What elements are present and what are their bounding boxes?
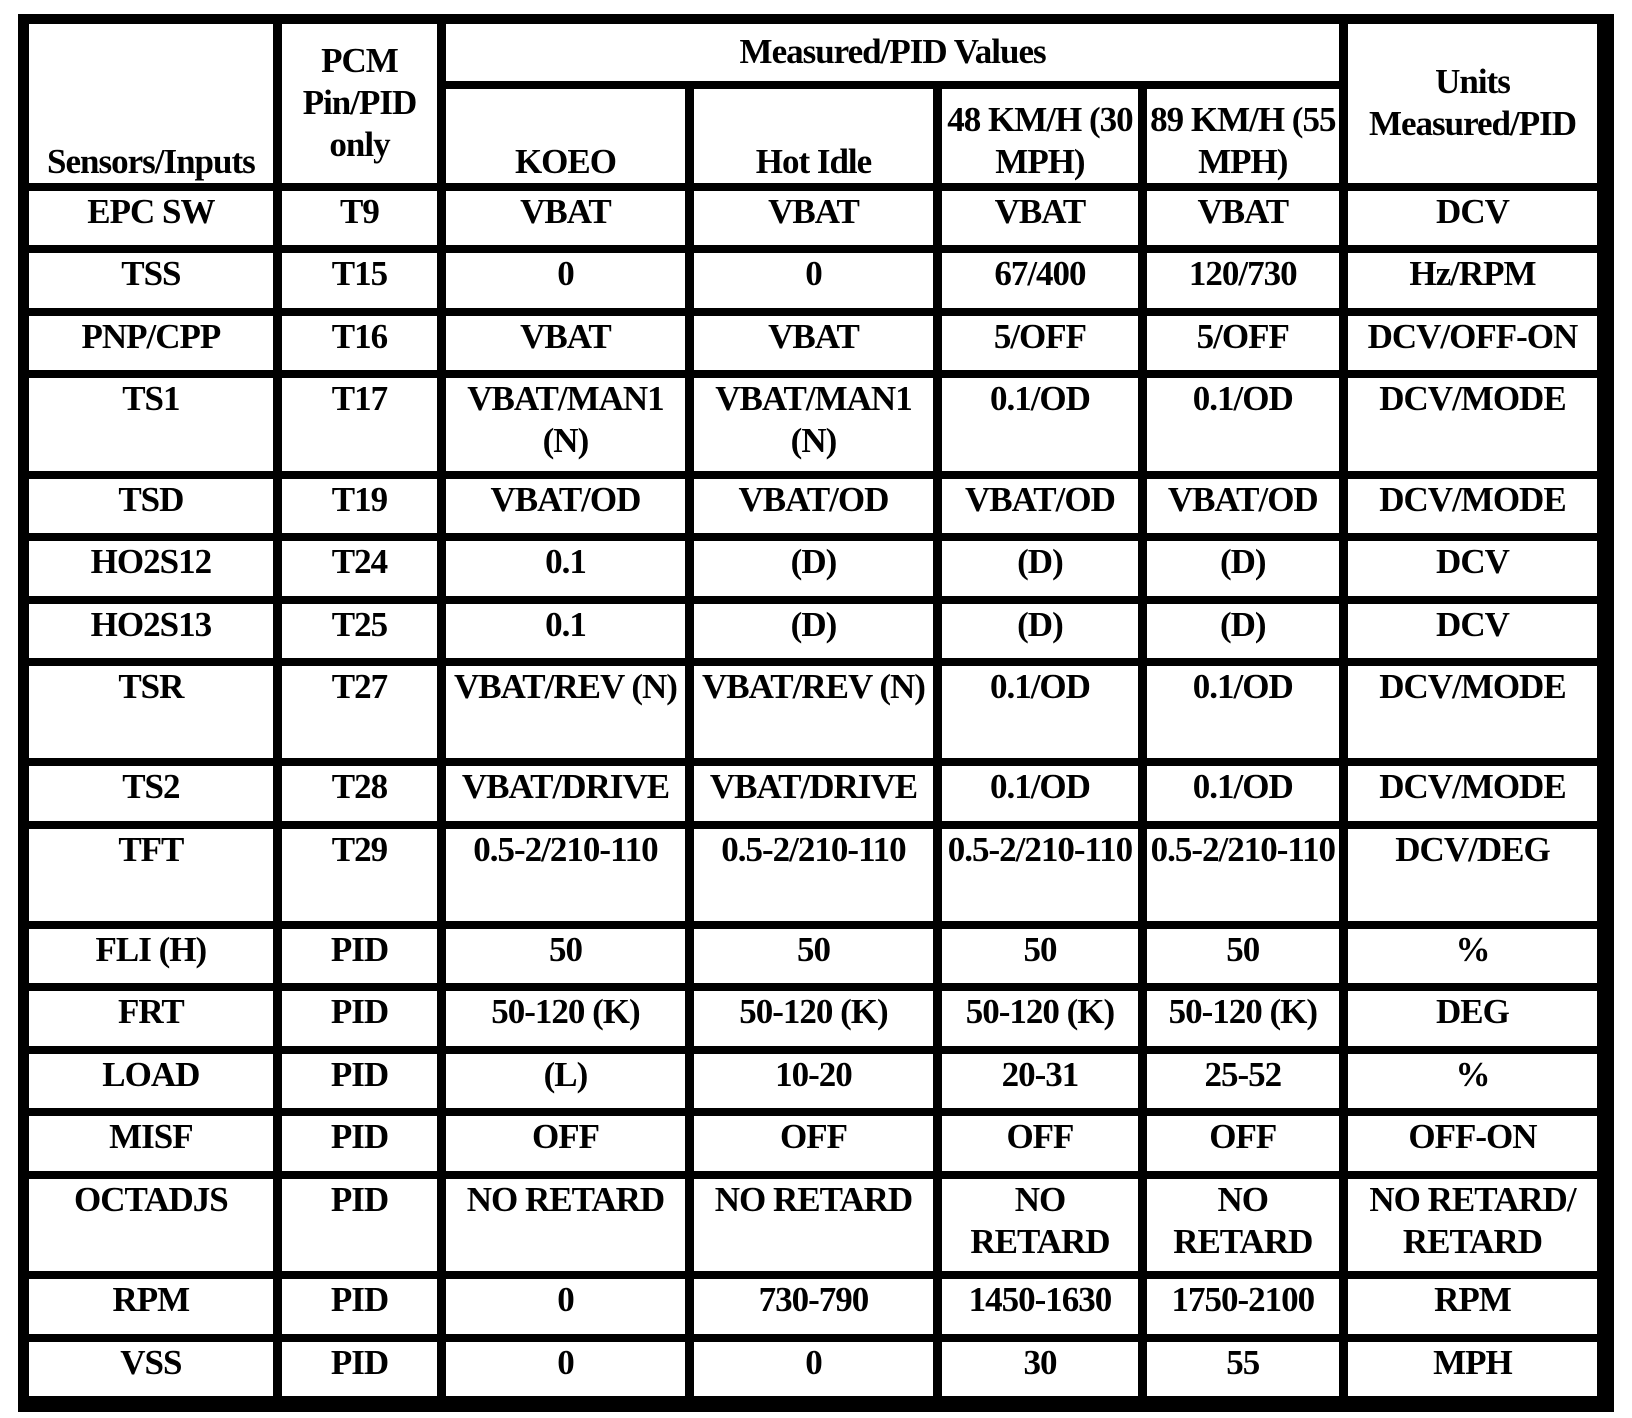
cell-pcm-pin: T28: [282, 766, 437, 820]
cell-koeo: (L): [446, 1054, 684, 1108]
table-row: [29, 1116, 1597, 1170]
cell-koeo: VBAT: [446, 316, 684, 370]
cell-units: %: [1348, 1054, 1597, 1108]
cell-pcm-pin: PID: [282, 1054, 437, 1108]
cell-sensor: TS2: [29, 766, 273, 820]
cell-units: DCV: [1348, 541, 1597, 595]
cell-koeo: 50-120 (K): [446, 991, 684, 1045]
cell-sensor: HO2S13: [29, 604, 273, 658]
cell-48-kmh: 30: [942, 1342, 1137, 1397]
cell-units: DCV/MODE: [1348, 666, 1597, 758]
cell-89-kmh: 120/730: [1147, 253, 1339, 307]
header-sensors-inputs: Sensors/Inputs: [29, 24, 273, 183]
cell-89-kmh: 0.5-2/210-110: [1147, 829, 1339, 921]
cell-pcm-pin: T19: [282, 479, 437, 533]
table-row: [29, 316, 1597, 370]
cell-48-kmh: NO RETARD: [942, 1179, 1137, 1271]
cell-pcm-pin: T24: [282, 541, 437, 595]
cell-pcm-pin: PID: [282, 991, 437, 1045]
cell-units: MPH: [1348, 1342, 1597, 1397]
cell-pcm-pin: T25: [282, 604, 437, 658]
cell-sensor: TFT: [29, 829, 273, 921]
table-row: [29, 479, 1597, 533]
cell-48-kmh: 50-120 (K): [942, 991, 1137, 1045]
cell-89-kmh: 0.1/OD: [1147, 766, 1339, 820]
cell-hot-idle: 50: [694, 929, 934, 983]
cell-sensor: RPM: [29, 1279, 273, 1333]
table-row: [29, 829, 1597, 921]
cell-koeo: NO RETARD: [446, 1179, 684, 1271]
cell-units: RPM: [1348, 1279, 1597, 1333]
cell-hot-idle: VBAT/OD: [694, 479, 934, 533]
cell-48-kmh: 67/400: [942, 253, 1137, 307]
table-row: [29, 1054, 1597, 1108]
cell-48-kmh: 1450-1630: [942, 1279, 1137, 1333]
cell-hot-idle: NO RETARD: [694, 1179, 934, 1271]
cell-48-kmh: 5/OFF: [942, 316, 1137, 370]
cell-hot-idle: 0: [694, 253, 934, 307]
cell-koeo: 0.1: [446, 541, 684, 595]
cell-pcm-pin: T16: [282, 316, 437, 370]
header-koeo: KOEO: [446, 89, 684, 183]
pid-values-table-frame: [18, 14, 1614, 1412]
cell-units: Hz/RPM: [1348, 253, 1597, 307]
cell-units: OFF-ON: [1348, 1116, 1597, 1170]
table-row: [29, 766, 1597, 820]
cell-units: DCV: [1348, 604, 1597, 658]
cell-hot-idle: (D): [694, 604, 934, 658]
cell-48-kmh: VBAT/OD: [942, 479, 1137, 533]
cell-48-kmh: 20-31: [942, 1054, 1137, 1108]
cell-koeo: 0: [446, 253, 684, 307]
cell-89-kmh: OFF: [1147, 1116, 1339, 1170]
header-hot-idle: Hot Idle: [694, 89, 934, 183]
cell-pcm-pin: PID: [282, 929, 437, 983]
cell-units: DCV/DEG: [1348, 829, 1597, 921]
cell-89-kmh: 50: [1147, 929, 1339, 983]
cell-koeo: VBAT/MAN1 (N): [446, 378, 684, 470]
cell-hot-idle: 0: [694, 1342, 934, 1397]
cell-hot-idle: 50-120 (K): [694, 991, 934, 1045]
cell-hot-idle: 10-20: [694, 1054, 934, 1108]
cell-koeo: 0: [446, 1342, 684, 1397]
cell-89-kmh: NO RETARD: [1147, 1179, 1339, 1271]
cell-sensor: FLI (H): [29, 929, 273, 983]
cell-koeo: 0.5-2/210-110: [446, 829, 684, 921]
cell-units: DCV/OFF-ON: [1348, 316, 1597, 370]
cell-48-kmh: VBAT: [942, 191, 1137, 245]
cell-koeo: 0.1: [446, 604, 684, 658]
cell-48-kmh: 0.1/OD: [942, 378, 1137, 470]
cell-units: DCV: [1348, 191, 1597, 245]
cell-sensor: TS1: [29, 378, 273, 470]
cell-koeo: VBAT: [446, 191, 684, 245]
table-row: [29, 1279, 1597, 1333]
cell-hot-idle: VBAT: [694, 316, 934, 370]
cell-hot-idle: VBAT: [694, 191, 934, 245]
cell-hot-idle: (D): [694, 541, 934, 595]
cell-hot-idle: 730-790: [694, 1279, 934, 1333]
cell-hot-idle: OFF: [694, 1116, 934, 1170]
cell-hot-idle: 0.5-2/210-110: [694, 829, 934, 921]
cell-hot-idle: VBAT/DRIVE: [694, 766, 934, 820]
cell-sensor: TSS: [29, 253, 273, 307]
cell-48-kmh: 50: [942, 929, 1137, 983]
table-row: [29, 991, 1597, 1045]
cell-pcm-pin: PID: [282, 1279, 437, 1333]
cell-48-kmh: (D): [942, 541, 1137, 595]
cell-hot-idle: VBAT/REV (N): [694, 666, 934, 758]
table-row: [29, 929, 1597, 983]
cell-sensor: FRT: [29, 991, 273, 1045]
header-89-kmh: 89 KM/H (55 MPH): [1147, 89, 1339, 183]
header-pcm-pin-pid: PCM Pin/PID only: [282, 24, 437, 183]
cell-pcm-pin: T17: [282, 378, 437, 470]
cell-koeo: VBAT/OD: [446, 479, 684, 533]
cell-89-kmh: (D): [1147, 541, 1339, 595]
cell-units: DEG: [1348, 991, 1597, 1045]
cell-pcm-pin: PID: [282, 1179, 437, 1271]
cell-89-kmh: 5/OFF: [1147, 316, 1339, 370]
cell-89-kmh: VBAT/OD: [1147, 479, 1339, 533]
cell-48-kmh: OFF: [942, 1116, 1137, 1170]
header-48-kmh: 48 KM/H (30 MPH): [942, 89, 1137, 183]
cell-units: NO RETARD/ RETARD: [1348, 1179, 1597, 1271]
cell-pcm-pin: PID: [282, 1116, 437, 1170]
cell-sensor: EPC SW: [29, 191, 273, 245]
cell-units: DCV/MODE: [1348, 766, 1597, 820]
table-row: [29, 253, 1597, 307]
cell-hot-idle: VBAT/MAN1 (N): [694, 378, 934, 470]
cell-89-kmh: 0.1/OD: [1147, 666, 1339, 758]
cell-48-kmh: 0.1/OD: [942, 666, 1137, 758]
header-measured-pid-values: Measured/PID Values: [446, 24, 1339, 81]
cell-sensor: LOAD: [29, 1054, 273, 1108]
cell-sensor: VSS: [29, 1342, 273, 1397]
table-row: [29, 541, 1597, 595]
cell-48-kmh: (D): [942, 604, 1137, 658]
table-row: [29, 604, 1597, 658]
cell-48-kmh: 0.1/OD: [942, 766, 1137, 820]
table-row: [29, 191, 1597, 245]
cell-sensor: HO2S12: [29, 541, 273, 595]
cell-89-kmh: (D): [1147, 604, 1339, 658]
cell-89-kmh: 25-52: [1147, 1054, 1339, 1108]
cell-sensor: TSR: [29, 666, 273, 758]
cell-89-kmh: 50-120 (K): [1147, 991, 1339, 1045]
cell-koeo: OFF: [446, 1116, 684, 1170]
cell-pcm-pin: T27: [282, 666, 437, 758]
cell-89-kmh: 55: [1147, 1342, 1339, 1397]
cell-89-kmh: VBAT: [1147, 191, 1339, 245]
cell-48-kmh: 0.5-2/210-110: [942, 829, 1137, 921]
cell-89-kmh: 0.1/OD: [1147, 378, 1339, 470]
cell-sensor: PNP/CPP: [29, 316, 273, 370]
pid-values-table: [20, 16, 1606, 1404]
table-row: [29, 378, 1597, 470]
table-row: [29, 1342, 1597, 1397]
cell-sensor: TSD: [29, 479, 273, 533]
cell-sensor: OCTADJS: [29, 1179, 273, 1271]
cell-koeo: VBAT/REV (N): [446, 666, 684, 758]
cell-pcm-pin: T9: [282, 191, 437, 245]
cell-pcm-pin: T29: [282, 829, 437, 921]
cell-koeo: 50: [446, 929, 684, 983]
cell-pcm-pin: T15: [282, 253, 437, 307]
table-row: [29, 666, 1597, 758]
cell-89-kmh: 1750-2100: [1147, 1279, 1339, 1333]
header-units-measured-pid: Units Measured/PID: [1348, 24, 1597, 183]
cell-koeo: 0: [446, 1279, 684, 1333]
cell-units: %: [1348, 929, 1597, 983]
cell-sensor: MISF: [29, 1116, 273, 1170]
cell-units: DCV/MODE: [1348, 378, 1597, 470]
cell-koeo: VBAT/DRIVE: [446, 766, 684, 820]
table-row: [29, 1179, 1597, 1271]
cell-units: DCV/MODE: [1348, 479, 1597, 533]
cell-pcm-pin: PID: [282, 1342, 437, 1397]
